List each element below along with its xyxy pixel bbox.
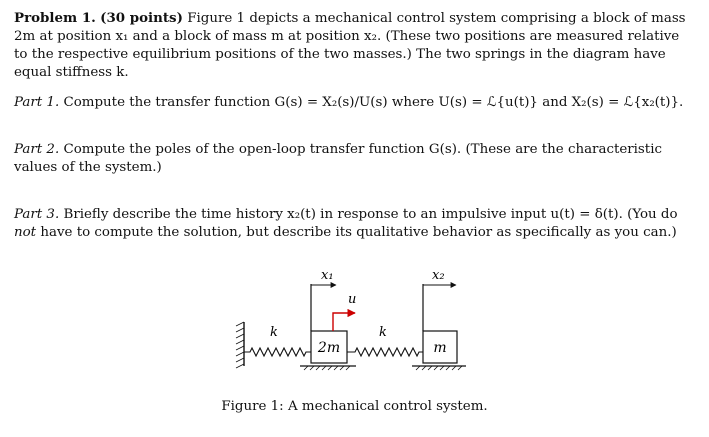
- part-3-text-after: have to compute the solution, but describe its qualitative behavior as specifically as you can.): [40, 225, 677, 240]
- input-arrow: [333, 313, 355, 331]
- wall: [236, 322, 244, 368]
- input-u-label: u: [348, 292, 357, 307]
- part-3-label: Part 3.: [14, 207, 60, 222]
- part-3-emphasis: not: [14, 225, 37, 240]
- spring-2: [347, 348, 423, 356]
- problem-text: Figure 1 depicts a mechanical control system comprising a block of mass 2m at position x₁ and a block of mass m at position x₂. (These two positions are measured relative to the respective equilibrium positions of the two masses.) The two springs in the diagram have equal stiffness k.: [14, 11, 686, 80]
- ground-1: [300, 366, 356, 370]
- spring-1: [244, 348, 311, 356]
- ground-2: [412, 366, 466, 370]
- part-2-label: Part 2.: [14, 142, 60, 157]
- part-3-text-before: Briefly describe the time history x₂(t) in response to an impulsive input u(t) = δ(t). (You do: [63, 207, 678, 222]
- x2-label: x₂: [432, 268, 445, 283]
- part-1-text: Compute the transfer function G(s) = X₂(s)/U(s) where U(s) = ℒ{u(t)} and X₂(s) = ℒ{x₂(t)}.: [63, 95, 684, 110]
- spring-1-label: k: [270, 325, 278, 340]
- mass-2m-label: 2m: [317, 340, 341, 356]
- x2-reference: [423, 284, 456, 331]
- problem-heading: Problem 1.: [14, 10, 96, 26]
- x1-label: x₁: [321, 268, 334, 283]
- mass-m-label: m: [433, 340, 447, 356]
- problem-points: (30 points): [100, 10, 183, 26]
- x1-reference: [311, 284, 336, 331]
- spring-2-label: k: [379, 325, 387, 340]
- part-1-label: Part 1.: [14, 95, 60, 110]
- part-2-text: Compute the poles of the open-loop transfer function G(s). (These are the characteristic values of the system.): [14, 142, 662, 175]
- figure-caption: Figure 1: A mechanical control system.: [221, 399, 488, 414]
